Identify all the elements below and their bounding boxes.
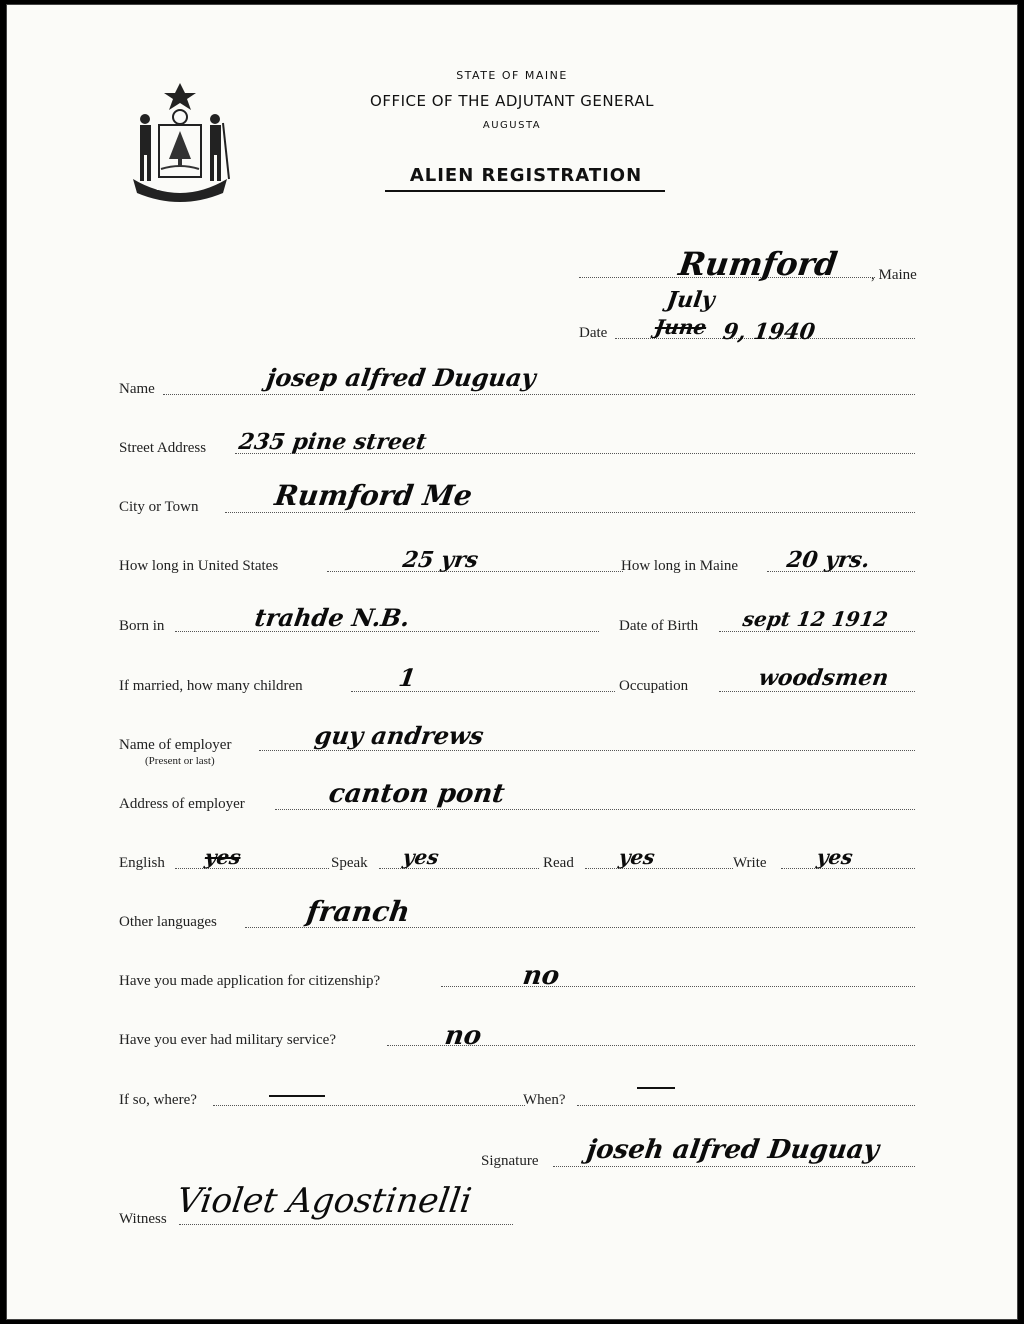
us-years-value: 25 yrs (401, 547, 480, 573)
employer-label: Name of employer (119, 737, 232, 753)
read-label: Read (543, 855, 574, 871)
military-label: Have you ever had military service? (119, 1032, 336, 1048)
read-line (585, 868, 733, 869)
signature-value: joseh alfred Duguay (584, 1135, 881, 1165)
place-value: Rumford (676, 245, 840, 283)
header-city: AUGUSTA (482, 120, 542, 131)
header-state: STATE OF MAINE (456, 69, 568, 82)
signature-line (553, 1166, 915, 1167)
city-line (225, 512, 915, 513)
children-value: 1 (396, 663, 418, 692)
city-value: Rumford Me (272, 479, 475, 512)
military-value: no (442, 1021, 484, 1051)
when-dash (637, 1087, 675, 1089)
citizenship-label: Have you made application for citizenship? (119, 973, 381, 989)
where-dash (269, 1095, 325, 1097)
name-value: josep alfred Duguay (264, 363, 538, 392)
us-years-label: How long in United States (119, 558, 279, 574)
employer-sublabel: (Present or last) (145, 755, 215, 767)
name-line (163, 394, 915, 395)
signature-label: Signature (481, 1153, 539, 1169)
employer-address-line (275, 809, 915, 810)
when-line (577, 1105, 915, 1106)
children-line (351, 691, 615, 692)
maine-years-value: 20 yrs. (785, 547, 872, 573)
dob-label: Date of Birth (619, 618, 699, 634)
witness-line (179, 1224, 513, 1225)
where-label: If so, where? (119, 1092, 197, 1108)
occupation-label: Occupation (619, 678, 689, 694)
citizenship-line (441, 986, 915, 987)
other-languages-label: Other languages (119, 914, 217, 930)
employer-line (259, 750, 915, 751)
dob-line (719, 631, 915, 632)
children-label: If married, how many children (119, 678, 303, 694)
speak-label: Speak (331, 855, 368, 871)
maine-years-label: How long in Maine (621, 558, 739, 574)
witness-value: Violet Agostinelli (174, 1181, 474, 1221)
write-value: yes (815, 845, 855, 869)
street-label: Street Address (119, 440, 207, 456)
date-value: 9, 1940 (721, 319, 817, 345)
occupation-line (719, 691, 915, 692)
date-label: Date (579, 325, 608, 341)
speak-value: yes (401, 845, 441, 869)
employer-value: guy andrews (312, 721, 486, 750)
english-value: yes (203, 845, 243, 869)
dob-value: sept 12 1912 (741, 607, 890, 631)
occupation-value: woodsmen (757, 665, 891, 691)
title-underline (385, 190, 665, 192)
other-languages-value: franch (304, 895, 413, 928)
maine-label: , Maine (871, 267, 917, 283)
employer-address-value: canton pont (326, 779, 507, 809)
name-label: Name (119, 381, 155, 397)
english-label: English (119, 855, 165, 871)
citizenship-value: no (520, 961, 562, 991)
born-label: Born in (119, 618, 165, 634)
city-label: City or Town (119, 499, 199, 515)
when-label: When? (523, 1092, 566, 1108)
born-value: trahde N.B. (252, 603, 412, 632)
witness-label: Witness (119, 1211, 167, 1227)
form-title: ALIEN REGISTRATION (409, 165, 643, 186)
read-value: yes (617, 845, 657, 869)
date-month: July (665, 287, 717, 313)
header-office: OFFICE OF THE ADJUTANT GENERAL (370, 92, 654, 110)
date-struck-month: June (653, 315, 708, 339)
english-line (175, 868, 329, 869)
seal-motto: DIRIGO (156, 183, 195, 193)
write-label: Write (733, 855, 767, 871)
employer-address-label: Address of employer (119, 796, 245, 812)
registration-form (6, 4, 1018, 1320)
street-value: 235 pine street (237, 429, 429, 455)
where-line (213, 1105, 525, 1106)
